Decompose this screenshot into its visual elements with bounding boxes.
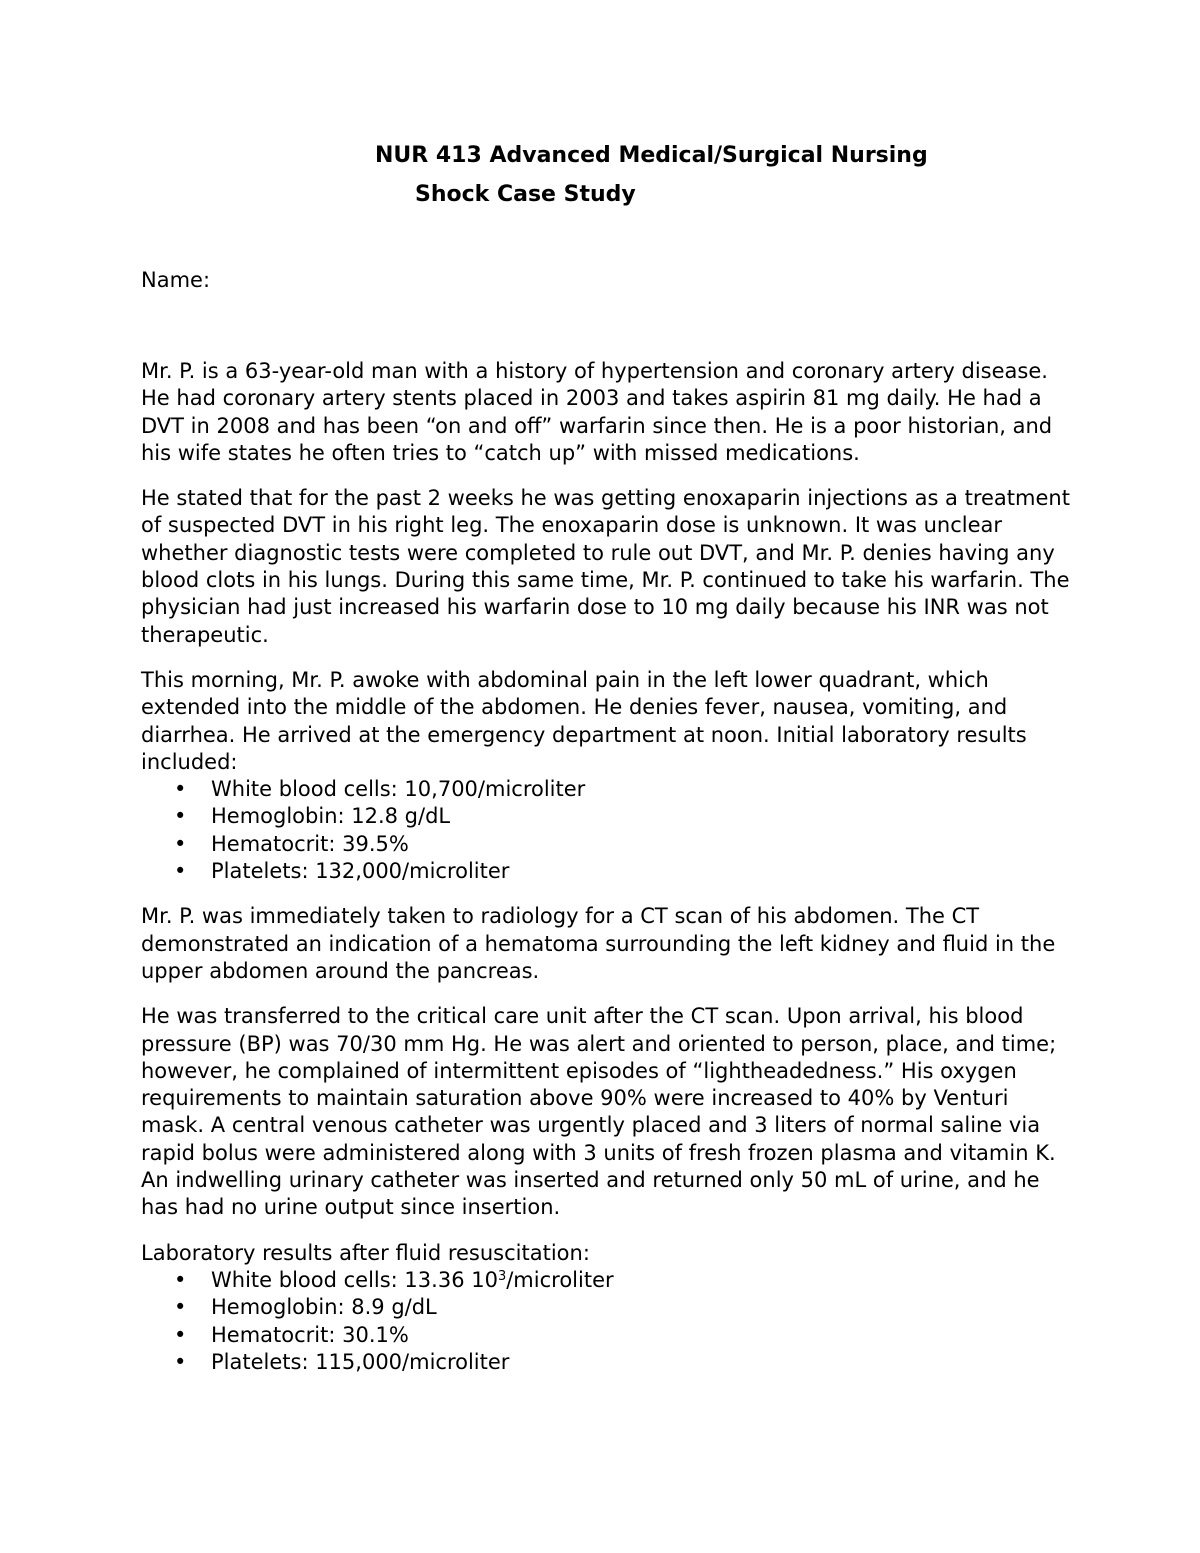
bullet-icon: • xyxy=(174,1322,187,1347)
paragraph-anticoagulation: He stated that for the past 2 weeks he was getting enoxaparin injections as a treatment of suspected DVT in his right leg. The enoxaparin dose is unknown. It was unclear whether diagnostic tests were completed to rule out DVT, and Mr. P. denies having any blood clots in his lungs. During this same time, Mr. P. continued to take his warfarin. The physician had just increased his warfarin dose to 10 mg daily because his INR was not therapeutic. xyxy=(141,486,1070,647)
bullet-icon: • xyxy=(174,859,187,884)
lab-wbc-after-value: White blood cells: 13.36 10 xyxy=(211,1267,498,1292)
lab-wbc-after xyxy=(211,1268,614,1292)
list-item xyxy=(174,803,1071,830)
bullet-icon: • xyxy=(174,777,187,802)
paragraph-presentation: This morning, Mr. P. awoke with abdominal pain in the left lower quadrant, which extended into the middle of the abdomen. He denies fever, nausea, vomiting, and diarrhea. He arrived at the emergency department at noon. Initial laboratory results included: xyxy=(141,667,1027,774)
bullet-icon: • xyxy=(174,831,187,856)
bullet-icon: • xyxy=(174,1295,187,1320)
bullet-icon: • xyxy=(174,1349,187,1374)
document-title: NUR 413 Advanced Medical/Surgical Nursing xyxy=(375,143,928,168)
lab-hgb-initial: Hemoglobin: 12.8 g/dL xyxy=(211,804,451,829)
lab-hct-after: Hematocrit: 30.1% xyxy=(211,1322,409,1347)
list-item xyxy=(174,1267,1071,1294)
document-subtitle: Shock Case Study xyxy=(415,182,636,207)
paragraph-lab-after-heading: Laboratory results after fluid resuscitation: xyxy=(141,1240,590,1265)
lab-hct-initial: Hematocrit: 39.5% xyxy=(211,831,409,856)
list-item xyxy=(174,831,1071,858)
lab-plt-after: Platelets: 115,000/microliter xyxy=(211,1349,510,1374)
paragraph-ct-scan: Mr. P. was immediately taken to radiology for a CT scan of his abdomen. The CT demonstrated an indication of a hematoma surrounding the left kidney and fluid in the upper abdomen around the pancreas. xyxy=(141,904,1056,983)
lab-wbc-after-exponent: 3 xyxy=(497,1268,507,1284)
list-item xyxy=(174,1349,1071,1376)
case-body xyxy=(141,358,1071,1394)
initial-lab-list xyxy=(141,776,1071,885)
list-item xyxy=(174,1294,1071,1321)
lab-plt-initial: Platelets: 132,000/microliter xyxy=(211,859,510,884)
after-lab-list xyxy=(141,1267,1071,1376)
name-label: Name: xyxy=(141,268,211,292)
lab-wbc-initial: White blood cells: 10,700/microliter xyxy=(211,777,586,802)
list-item xyxy=(174,1322,1071,1349)
bullet-icon: • xyxy=(174,1267,187,1292)
list-item xyxy=(174,858,1071,885)
list-item xyxy=(174,776,1071,803)
paragraph-critical-care: He was transferred to the critical care unit after the CT scan. Upon arrival, his blood pressure (BP) was 70/30 mm Hg. He was alert and oriented to person, place, and time; however, he complained of intermittent episodes of “lightheadedness.” His oxygen requirements to maintain saturation above 90% were increased to 40% by Venturi mask. A central venous catheter was urgently placed and 3 liters of normal saline via rapid bolus were administered along with 3 units of fresh frozen plasma and vitamin K. An indwelling urinary catheter was inserted and returned only 50 mL of urine, and he has had no urine output since insertion. xyxy=(141,1004,1057,1220)
paragraph-history: Mr. P. is a 63-year-old man with a history of hypertension and coronary artery disease. He had coronary artery stents placed in 2003 and takes aspirin 81 mg daily. He had a DVT in 2008 and has been “on and off” warfarin since then. He is a poor historian, and his wife states he often tries to “catch up” with missed medications. xyxy=(141,359,1053,465)
lab-wbc-after-unit: /microliter xyxy=(506,1267,614,1292)
bullet-icon: • xyxy=(174,804,187,829)
lab-hgb-after: Hemoglobin: 8.9 g/dL xyxy=(211,1295,437,1320)
